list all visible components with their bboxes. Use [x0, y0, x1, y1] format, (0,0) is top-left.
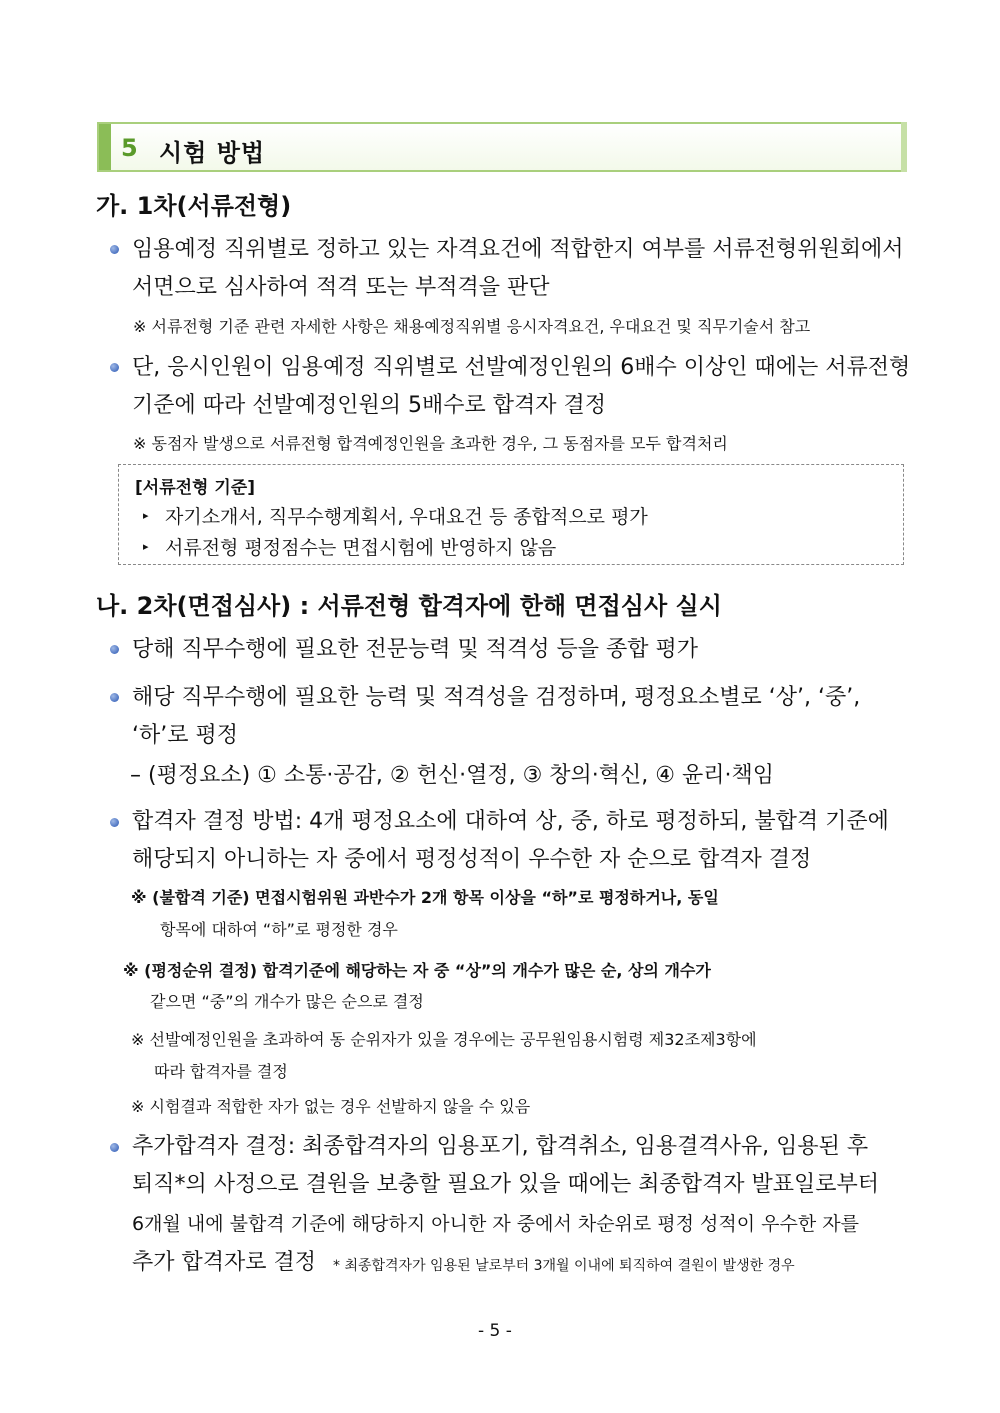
bullet-icon	[110, 818, 119, 827]
criteria-item: 서류전형 평정점수는 면접시험에 반영하지 않음	[165, 537, 557, 559]
part-b-bullet1: 당해 직무수행에 필요한 전문능력 및 적격성 등을 종합 평가	[132, 637, 698, 662]
part-a-bullet1-line1: 임용예정 직위별로 정하고 있는 자격요건에 적합한지 여부를 서류전형위원회에서	[132, 237, 904, 262]
part-b-bullet2-line1: 해당 직무수행에 필요한 능력 및 적격성을 검정하며, 평정요소별로 ‘상’, ‘중’,	[132, 685, 861, 710]
bullet-icon	[110, 245, 119, 254]
section-title: 시험 방법	[159, 139, 266, 167]
part-b-note4-line1: ※ (평정순위 결정) 합격기준에 해당하는 자 중 “상”의 개수가 많은 순, 상의 개수가	[123, 961, 711, 980]
part-a-bullet2-line1: 단, 응시인원이 임용예정 직위별로 선발예정인원의 6배수 이상인 때에는 서류전형	[132, 355, 911, 380]
section-header	[97, 122, 907, 172]
part-b-bullet2-line2: ‘하’로 평정	[132, 723, 238, 748]
header-right-edge	[901, 122, 907, 172]
criteria-box-title: [서류전형 기준]	[135, 478, 255, 498]
part-b-note5-line1: ※ 선발예정인원을 초과하여 동 순위자가 있을 경우에는 공무원임용시험령 제32조제3항에	[131, 1030, 757, 1049]
part-b-bullet4-line2: 퇴직*의 사정으로 결원을 보충할 필요가 있을 때에는 최종합격자 발표일로부터	[132, 1172, 880, 1197]
part-b-bullet4-line3: 6개월 내에 불합격 기준에 해당하지 아니한 자 중에서 차순위로 평정 성적이 우수한 자를	[132, 1213, 859, 1235]
criteria-item: 자기소개서, 직무수행계획서, 우대요건 등 종합적으로 평가	[165, 506, 648, 528]
part-b-note5-line2: 따라 합격자를 결정	[154, 1062, 288, 1081]
triangle-bullet-icon: ▸	[143, 509, 149, 522]
part-b-heading: 나. 2차(면접심사) : 서류전형 합격자에 한해 면접심사 실시	[96, 592, 722, 620]
part-b-bullet4-line4: 추가 합격자로 결정	[132, 1250, 317, 1275]
part-b-note6: ※ 시험결과 적합한 자가 없는 경우 선발하지 않을 수 있음	[131, 1097, 531, 1116]
part-b-note3-line1: ※ (불합격 기준) 면접시험위원 과반수가 2개 항목 이상을 “하”로 평정하거나, 동일	[131, 888, 719, 907]
part-b-bullet3-line2: 해당되지 아니하는 자 중에서 평정성적이 우수한 자 순으로 합격자 결정	[132, 847, 812, 872]
part-a-note1: ※ 서류전형 기준 관련 자세한 사항은 채용예정직위별 응시자격요건, 우대요건 및 직무기술서 참고	[133, 317, 811, 336]
part-b-note3-line2: 항목에 대하여 “하”로 평정한 경우	[160, 920, 398, 939]
bullet-icon	[110, 645, 119, 654]
part-b-bullet3-line1: 합격자 결정 방법: 4개 평정요소에 대하여 상, 중, 하로 평정하되, 불합격 기준에	[132, 809, 889, 834]
section-number: 5	[121, 134, 138, 162]
part-a-bullet2-line2: 기준에 따라 선발예정인원의 5배수로 합격자 결정	[132, 393, 607, 418]
header-accent-bar	[99, 124, 111, 170]
part-a-note2: ※ 동점자 발생으로 서류전형 합격예정인원을 초과한 경우, 그 동점자를 모두 합격처리	[133, 434, 728, 453]
part-a-heading: 가. 1차(서류전형)	[96, 192, 292, 220]
footnote: * 최종합격자가 임용된 날로부터 3개월 이내에 퇴직하여 결원이 발생한 경우	[333, 1258, 795, 1274]
page-number: - 5 -	[478, 1321, 512, 1341]
bullet-icon	[110, 1143, 119, 1152]
part-b-bullet4-line1: 추가합격자 결정: 최종합격자의 임용포기, 합격취소, 임용결격사유, 임용된 후	[132, 1134, 869, 1159]
bullet-icon	[110, 693, 119, 702]
triangle-bullet-icon: ▸	[143, 540, 149, 553]
evaluation-factors: – (평정요소) ① 소통·공감, ② 헌신·열정, ③ 창의·혁신, ④ 윤리·책임	[130, 763, 774, 788]
bullet-icon	[110, 363, 119, 372]
part-a-bullet1-line2: 서면으로 심사하여 적격 또는 부적격을 판단	[132, 275, 550, 300]
criteria-box	[118, 464, 904, 565]
part-b-note4-line2: 같으면 “중”의 개수가 많은 순으로 결정	[150, 992, 424, 1011]
